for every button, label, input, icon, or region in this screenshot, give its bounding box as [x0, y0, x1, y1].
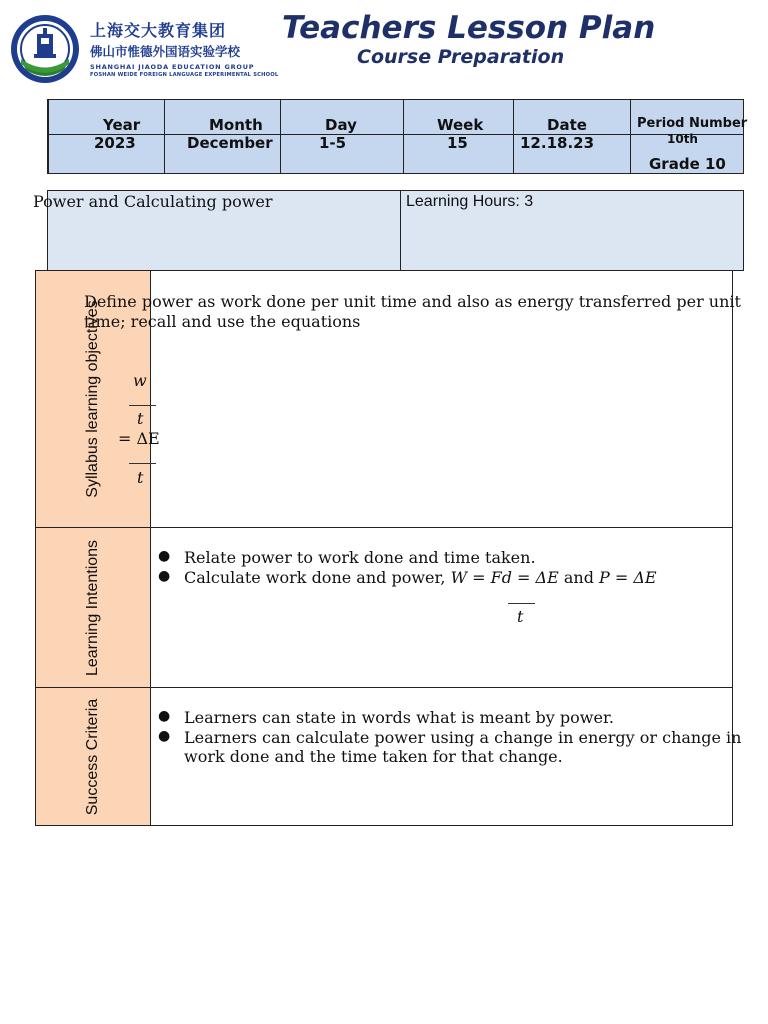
- learning-hours-value: 3: [524, 193, 534, 210]
- school-seal-icon: [10, 14, 80, 84]
- date-table: [47, 99, 748, 174]
- fraction-bar-1: [129, 405, 156, 406]
- month-header: Month: [209, 116, 263, 134]
- equation-denominator-t1: t: [137, 409, 144, 428]
- day-header: Day: [325, 116, 357, 134]
- logo-chinese-line2: 佛山市惟德外国语实验学校: [90, 44, 241, 59]
- success-label-cell: [36, 688, 151, 825]
- topic-divider: [400, 191, 401, 270]
- lesson-topic: Power and Calculating power: [33, 192, 273, 211]
- year-header: Year: [103, 116, 141, 134]
- power-equation: P = ΔE: [599, 567, 657, 587]
- list-item: ● Relate power to work done and time taken.: [158, 548, 768, 568]
- date-header: Date: [547, 116, 587, 134]
- date-cell: [513, 100, 630, 173]
- week-value: 15: [447, 134, 468, 152]
- day-cell: [280, 100, 403, 173]
- document-subtitle: Course Preparation: [357, 46, 565, 68]
- period-number-header: Period Number: [637, 116, 748, 131]
- work-equation: W = Fd = ΔE: [450, 567, 559, 587]
- success-label: Success Criteria: [84, 698, 101, 815]
- day-value: 1-5: [319, 134, 347, 152]
- logo-english-line1: SHANGHAI JIAODA EDUCATION GROUP: [90, 63, 255, 71]
- month-cell: [164, 100, 280, 173]
- list-item: ● Learners can calculate power using a change in energy or change in work done and the time taken for that change.: [158, 728, 768, 767]
- period-cell: [630, 100, 748, 173]
- list-item: ● Calculate work done and power, W = Fd = ΔE and P = ΔE: [158, 568, 768, 588]
- success-list: [158, 708, 768, 767]
- objectives-label: Syllabus learning objectives: [84, 300, 101, 498]
- equation-delta-e: = ΔE: [118, 429, 160, 448]
- learning-hours-label: Learning Hours:: [406, 193, 525, 210]
- year-value: 2023: [94, 134, 136, 152]
- logo-chinese-line1: 上海交大教育集团: [90, 21, 227, 40]
- equation-denominator-t2: t: [137, 468, 144, 487]
- fraction-bar-2: [129, 463, 156, 464]
- objectives-text: Define power as work done per unit time and also as energy transferred per unit time; recall and use the equations: [84, 292, 741, 331]
- equation-denominator-t3: t: [517, 607, 524, 626]
- school-logo: [10, 14, 279, 84]
- equation-numerator-w: w: [133, 371, 147, 390]
- fraction-bar-3: [508, 603, 535, 604]
- period-number-value: 10th: [667, 132, 698, 146]
- intentions-list: [158, 548, 768, 587]
- month-value: December: [187, 134, 273, 152]
- week-cell: [403, 100, 513, 173]
- grade-label: Grade 10: [649, 155, 726, 173]
- learning-hours: [406, 193, 533, 211]
- document-title: Teachers Lesson Plan: [282, 10, 656, 46]
- year-cell: [48, 100, 164, 173]
- list-item: ● Learners can state in words what is meant by power.: [158, 708, 768, 728]
- intentions-label: Learning Intentions: [84, 539, 101, 676]
- logo-english-line2: FOSHAN WEIDE FOREIGN LANGUAGE EXPERIMENTAL SCHOOL: [90, 72, 279, 78]
- date-value: 12.18.23: [520, 134, 595, 152]
- intentions-label-cell: [36, 528, 151, 687]
- week-header: Week: [437, 116, 484, 134]
